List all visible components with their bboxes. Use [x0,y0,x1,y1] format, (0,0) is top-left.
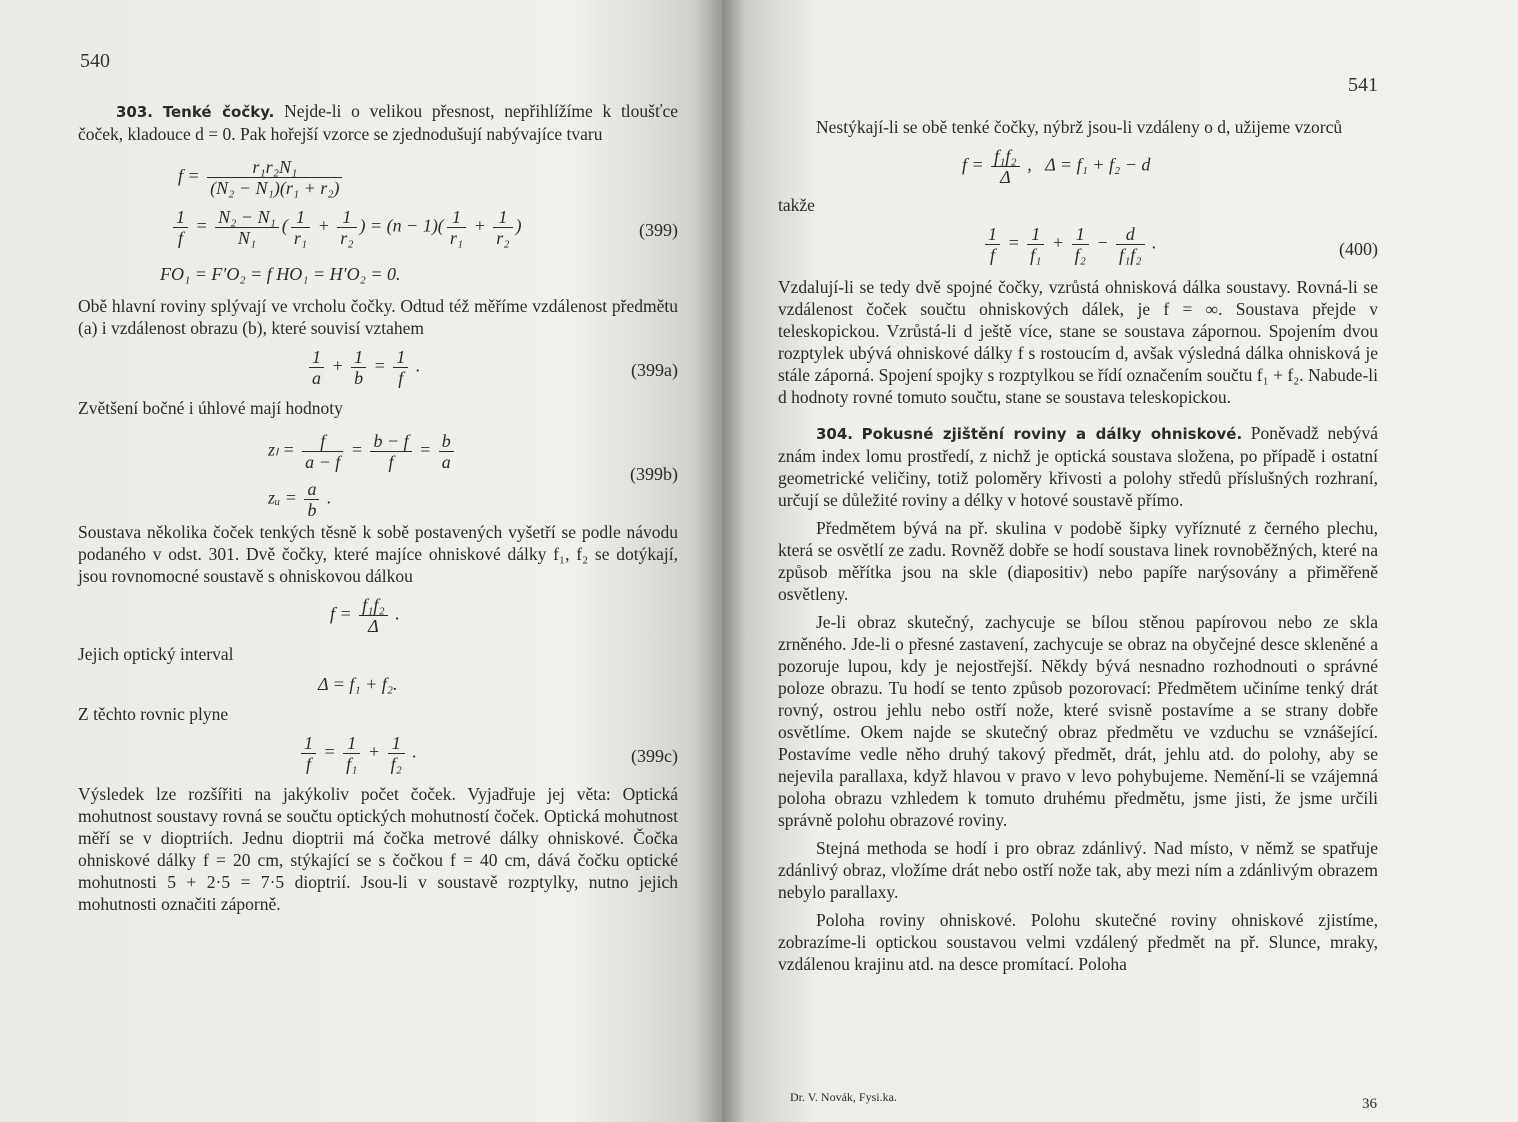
paragraph: Vzdalují-li se tedy dvě spojné čočky, vzrůstá ohnisková dálka soustavy. Rovná-li se vzdálenost čoček součtu ohniskových dálek, je f = ∞. Soustava přejde v teleskopickou. Vzrůstá-li d ještě více, stane se soustava zápornou. Spojením dvou rozptylek ubývá ohniskové dálky f s rostoucím d, avšak výsledná dálka ohnisková je stále záporná. Spojení spojky s rozptylkou se řídí označením součtu f₁ + f₂. Nabude-li d hodnoty rovné tomuto součtu, stane se soustava teleskopickou. [778,277,1378,407]
equation-399: $\frac{1}{f}$ = $\frac{\text{N₂ − N₁}}{\text{N₁}}$ ( $\frac{1}{\text{r₁}}$ + $\frac{1}{\text{r₂}}$ ) = (n − 1)( $\frac{1}{\text{r₁}}$ + $\frac{1}{\text{r₂}}$ ) (399) [78,203,678,259]
paragraph: Jejich optický interval [78,644,234,664]
paragraph: Z těchto rovnic plyne [78,704,229,724]
equation-399c: $\frac{1}{f}$ = $\frac{1}{\text{f₁}}$ + $\frac{1}{\text{f₂}}$ . (399c) [78,731,678,783]
right-text-column [778,116,1378,981]
equation-label: (399a) [631,360,678,380]
paragraph: Předmětem bývá na př. skulina v podobě šipky vyříznuté z černého plechu, která se osvětlí ze zadu. Rovněž dobře se hodí soustava linek rovnoběžných, které na způsob měřítka jsou na skle (diapositiv) nebo papíře narýsovány a přiměřeně osvětleny. [778,518,1378,604]
paragraph: Je-li obraz skutečný, zachycuje se bílou stěnou papírovou nebo ze skla zrněného. Jde-li o přesné zastavení, zachycuje se obraz na obyčejné desce skleněné a pozoruje lupou, kdy je nejostřejší. Někdy bývá nesnadno rozhodnouti o správné poloze obrazu. Tu hodí se tento způsob pozorovací: Předmětem učiníme tenký drát rovný, ostrou jehlu nebo ostří nože, které svisně postavíme a se strany dobře osvětlíme. Okem najde se skutečný obraz předmětu ve vzduchu se vznášející. Postavíme vedle něho druhý takový předmět, drát, jehlu atd. do polohy, aby se nejevila parallaxa, když hlavou v pravo v levo pohybujeme. Nemění-li se vzájemná poloha obrazu vzhledem k tomuto druhému předmětu, jsme jisti, že jsme určili správně polohu obrazové roviny. [778,612,1378,830]
equation: f = $\frac{\text{f₁f₂}}{\Delta}$ , Δ = f₁ + f₂ − d [962,146,1151,187]
section-number: 304. [816,425,854,443]
paragraph: Obě hlavní roviny splývají ve vrcholu čočky. Odtud též měříme vzdálenost předmětu (a) i vzdálenost obrazu (b), které souvisí vztahem [78,296,678,338]
section-number: 303. [116,103,154,121]
equation-label: (400) [1339,239,1378,259]
paragraph: Výsledek lze rozšířiti na jakýkoliv počet čoček. Vyjadřuje jej věta: Optická mohutnost soustavy rovná se součtu optických mohutností čoček. Optická mohutnost měří se v dioptriích. Jednu dioptrii má čočka metrové dálky ohniskové. Čočka ohniskové dálky f = 20 cm, stýkající se s čočkou f = 40 cm, dává čočku optické mohutnosti 5 + 2·5 = 7·5 dioptrií. Jsou-li v soustavě rozptylky, nutno jejich mohutnosti označiti záporně. [78,784,678,914]
section-title: Pokusné zjištění roviny a dálky ohniskové. [861,425,1243,443]
paragraph: Zvětšení bočné i úhlové mají hodnoty [78,398,343,418]
left-text-column [78,100,678,921]
equation: f = $\frac{\text{f₁f₂}}{\Delta}$ . [330,595,400,636]
equation-400: $\frac{1}{f}$ = $\frac{1}{\text{f₁}}$ + $\frac{1}{\text{f₂}}$ − $\frac{d}{\text{f₁f₂}}$ . (400) [778,222,1378,276]
right-page [722,0,1518,1122]
equation-399b: zₗ = $\frac{f}{a - f}$ = $\frac{b - f}{f}$ = $\frac{b}{a}$ zᵤ = $\frac{a}{b}$ . (399b) [268,431,678,520]
footer-sheet-number: 36 [1362,1096,1377,1112]
section-title: Tenké čočky. [162,103,275,121]
equation-label: (399c) [631,746,678,766]
equation-label: (399b) [630,464,678,484]
equation: Δ = f₁ + f₂. [318,674,398,694]
paragraph: Stejná methoda se hodí i pro obraz zdánlivý. Nad místo, v němž se spatřuje zdánlivý obraz, vložíme drát nebo ostří nože tak, aby mezi ním a zdánlivým obrazem nebylo parallaxy. [778,838,1378,902]
footer-author: Dr. V. Novák, Fysi.ka. [790,1090,897,1104]
paragraph: Nejde-li o velikou přesnost, nepřihlížíme k tloušťce čoček, kladouce d = 0. Pak hořejší vzorce se zjednodušují nabývajíce tvaru [78,101,678,144]
paragraph: takže [778,195,815,215]
paragraph: Poněvadž nebývá znám index lomu prostředí, z nichž je optická soustava složena, po případě i ostatní geometrické veličiny, totiž poloměry křivosti a polohy středů příslušných rozhraní, určují se důležité roviny a délky v hotové soustavě přímo. [778,423,1378,510]
page-number: 540 [80,50,110,72]
equation-label: (399) [639,220,678,240]
page-number: 541 [1348,74,1378,96]
equation: FO₁ = F′O₂ = f HO₁ = H′O₂ = 0. [160,264,401,284]
paragraph: Soustava několika čoček tenkých těsně k sobě postavených vyšetří se podle návodu podaného v odst. 301. Dvě čočky, které majíce ohniskové dálky f₁, f₂ se dotýkají, jsou rovnomocné soustavě s ohniskovou dálkou [78,522,678,586]
paragraph: Nestýkají-li se obě tenké čočky, nýbrž jsou-li vzdáleny o d, užijeme vzorců [816,117,1343,137]
equation-399a: $\frac{1}{a}$ + $\frac{1}{b}$ = $\frac{1}{f}$ . (399a) [78,345,678,397]
left-page [0,0,722,1122]
equation: f = $\frac{\text{r₁r₂N₁}}{\text{(N₂ − N₁)(r₁ + r₂)}}$ [78,151,678,203]
paragraph: Poloha roviny ohniskové. Polohu skutečné roviny ohniskové zjistíme, zobrazíme-li optickou soustavou velmi vzdálený předmět na př. Slunce, mraky, vzdálenou krajinu atd. na desce promítací. Poloha [778,910,1378,974]
